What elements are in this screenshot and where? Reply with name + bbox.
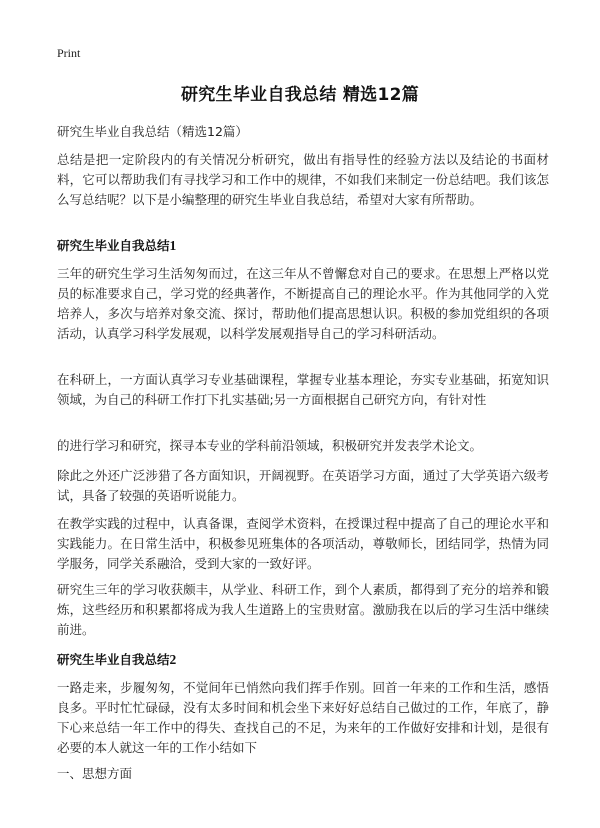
section1-paragraph-5: 在教学实践的过程中，认真备课，查阅学术资料，在授课过程中提高了自己的理论水平和实践能力。在日常生活中，积极参见班集体的各项活动，尊敬师长，团结同学，热情为同学服务，同学关系融洽，受到大家的一致好评。 <box>57 516 549 571</box>
section1-paragraph-1: 三年的研究生学习生活匆匆而过，在这三年从不曾懈怠对自己的要求。在思想上严格以党员的标准要求自己，学习党的经典著作，不断提高自己的理论水平。作为其他同学的入党培养人，多次与培养对象交流、探讨，帮助他们提高思想认识。积极的参加党组织的各项活动，认真学习科学发展观，以科学发展观指导自己的学习科研活动。 <box>57 266 549 341</box>
section2-paragraph-1: 一路走来，步履匆匆，不觉间年已悄然向我们挥手作别。回首一年来的工作和生活，感悟良多。平时忙忙碌碌，没有太多时间和机会坐下来好好总结自己做过的工作，年底了，静下心来总结一年工作中的得失、查找自己的不足，为来年的工作做好安排和计划，是很有必要的本人就这一年的工作小结如下 <box>57 680 549 755</box>
section1-paragraph-6: 研究生三年的学习收获颇丰，从学业、科研工作，到个人素质，都得到了充分的培养和锻炼，这些经历和积累都将成为我人生道路上的宝贵财富。激励我在以后的学习生活中继续前进。 <box>57 582 549 637</box>
section2-paragraph-2: 一、思想方面 <box>57 766 133 781</box>
section-heading-number: 2 <box>169 652 177 667</box>
section1-paragraph-3: 的进行学习和研究，探寻本专业的学科前沿领域，积极研究并发表学术论文。 <box>57 438 483 453</box>
section-heading-2 <box>57 650 176 668</box>
section1-paragraph-4: 除此之外还广泛涉猎了各方面知识，开阔视野。在英语学习方面，通过了大学英语六级考试，具备了较强的英语听说能力。 <box>57 468 549 503</box>
section-heading-text: 研究生毕业自我总结 <box>57 652 170 667</box>
document-subtitle: 研究生毕业自我总结（精选12篇） <box>57 124 248 139</box>
intro-paragraph: 总结是把一定阶段内的有关情况分析研究，做出有指导性的经验方法以及结论的书面材料，它可以帮助我们有寻找学习和工作中的规律，不如我们来制定一份总结吧。我们该怎么写总结呢？以下是小编整理的研究生毕业自我总结，希望对大家有所帮助。 <box>57 152 549 207</box>
section1-paragraph-2: 在科研上，一方面认真学习专业基础课程，掌握专业基本理论，夯实专业基础，拓宽知识领域，为自己的科研工作打下扎实基础;另一方面根据自己研究方向，有针对性 <box>57 372 549 407</box>
section-heading-number: 1 <box>169 238 177 253</box>
section-heading-1 <box>57 236 176 254</box>
print-link[interactable]: Print <box>57 46 81 60</box>
page-title: 研究生毕业自我总结 精选12篇 <box>180 85 420 105</box>
section-heading-text: 研究生毕业自我总结 <box>57 238 170 253</box>
